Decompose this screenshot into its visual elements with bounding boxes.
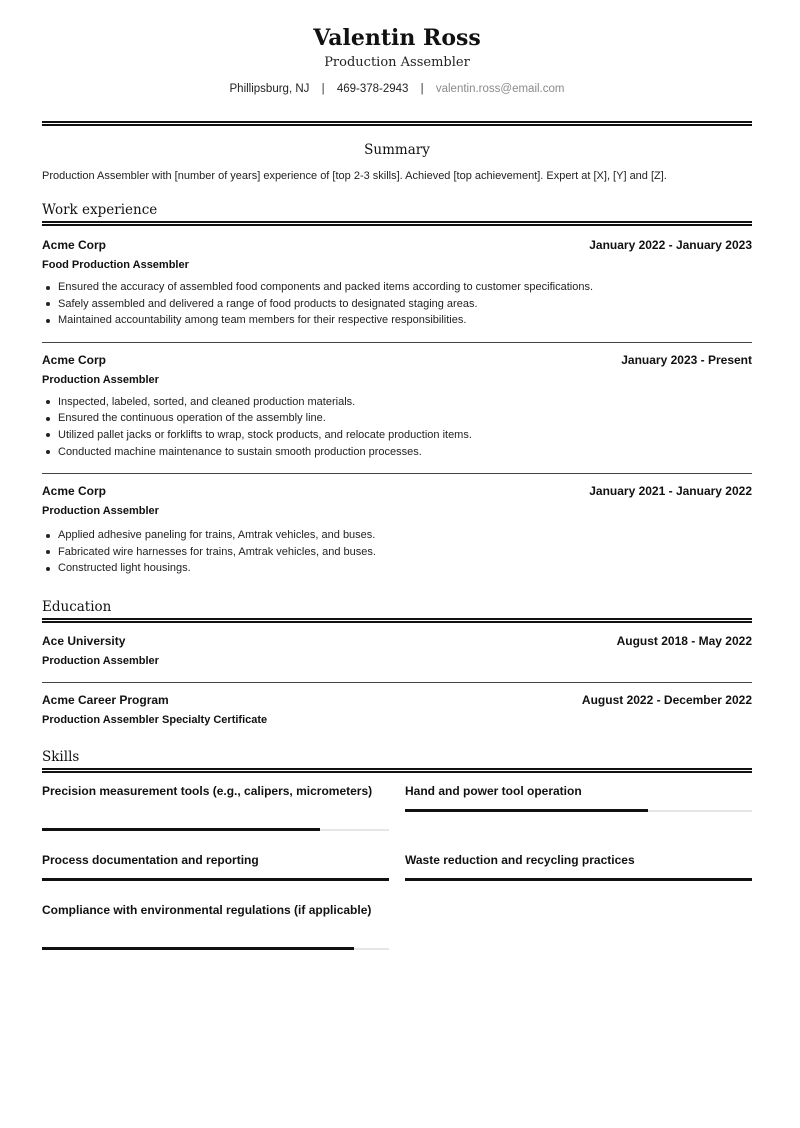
skill-level-bar: [42, 829, 389, 831]
skill-item: [42, 901, 389, 920]
candidate-title: Production Assembler: [324, 55, 470, 70]
job-bullets: [42, 394, 752, 460]
skills-heading: Skills: [42, 748, 80, 765]
entry-divider: [42, 473, 752, 474]
section-divider: [42, 618, 752, 623]
skill-level-bar: [405, 810, 752, 812]
skill-item: [42, 782, 389, 801]
skill-level-bar: [42, 948, 389, 950]
resume-page: [42, 0, 752, 963]
candidate-name: Valentin Ross: [313, 25, 481, 51]
skill-name: Compliance with environmental regulations (if applicable): [42, 902, 372, 917]
entry-divider: [42, 682, 752, 683]
skill-level-fill: [42, 878, 389, 881]
work-heading: Work experience: [42, 202, 158, 218]
skill-item: [405, 782, 752, 801]
list-item: Maintained accountability among team members for their respective responsibilities.: [42, 312, 752, 329]
education-header: [42, 633, 752, 649]
education-entry: [42, 692, 752, 728]
education-dates: August 2022 - December 2022: [581, 692, 752, 707]
resume-header: [42, 0, 752, 97]
skills-section: [42, 748, 752, 963]
work-section: [42, 201, 752, 577]
education-section: [42, 598, 752, 728]
list-item: Fabricated wire harnesses for trains, Amtrak vehicles, and buses.: [42, 544, 752, 561]
skills-grid: [42, 773, 752, 963]
education-degree: Production Assembler: [42, 654, 159, 667]
section-divider: [42, 221, 752, 226]
summary-text: Production Assembler with [number of years] experience of [top 2-3 skills]. Achieved [top achievement]. Expert at [X], [Y] and [Z].: [42, 170, 667, 182]
skill-level-fill: [405, 809, 648, 812]
contact-separator: |: [420, 83, 424, 95]
entry-divider: [42, 342, 752, 343]
skill-name: Hand and power tool operation: [405, 783, 582, 798]
education-school: Acme Career Program: [42, 692, 169, 707]
contact-separator: |: [321, 83, 325, 95]
list-item: Inspected, labeled, sorted, and cleaned production materials.: [42, 394, 752, 411]
job-bullets: [42, 527, 752, 577]
skill-level-fill: [405, 878, 752, 881]
skill-level-fill: [42, 947, 354, 950]
job-header: [42, 237, 752, 253]
job-dates: January 2021 - January 2022: [589, 484, 752, 499]
education-heading: Education: [42, 598, 112, 615]
skill-name: Waste reduction and recycling practices: [405, 852, 635, 867]
education-degree: Production Assembler Specialty Certificate: [42, 713, 268, 726]
list-item: Ensured the accuracy of assembled food components and packed items according to customer specifications.: [42, 279, 752, 296]
contact-line: [42, 81, 752, 97]
list-item: Utilized pallet jacks or forklifts to wrap, stock products, and relocate production items.: [42, 427, 752, 444]
job-entry: [42, 352, 752, 460]
job-entry: [42, 237, 752, 329]
skill-level-bar: [42, 879, 389, 881]
list-item: Constructed light housings.: [42, 560, 752, 577]
education-dates: August 2018 - May 2022: [616, 633, 752, 648]
job-company: Acme Corp: [42, 484, 107, 499]
education-header: [42, 692, 752, 708]
contact-phone: 469-378-2943: [336, 83, 409, 95]
skill-level-bar: [405, 879, 752, 881]
skill-level-fill: [42, 828, 320, 831]
education-entry: [42, 633, 752, 669]
skill-name: Precision measurement tools (e.g., calipers, micrometers): [42, 783, 373, 798]
job-dates: January 2023 - Present: [621, 352, 752, 367]
list-item: Applied adhesive paneling for trains, Amtrak vehicles, and buses.: [42, 527, 752, 544]
list-item: Safely assembled and delivered a range of food products to designated staging areas.: [42, 296, 752, 313]
job-header: [42, 352, 752, 368]
list-item: Conducted machine maintenance to sustain smooth production processes.: [42, 444, 752, 461]
job-role: Food Production Assembler: [42, 259, 189, 271]
job-header: [42, 483, 752, 499]
summary-heading: Summary: [364, 142, 430, 158]
job-bullets: [42, 279, 752, 329]
skill-name: Process documentation and reporting: [42, 852, 259, 867]
skill-item: [42, 851, 389, 870]
education-school: Ace University: [42, 633, 126, 648]
contact-location: Phillipsburg, NJ: [229, 83, 310, 95]
job-entry: [42, 483, 752, 577]
skill-item: [405, 851, 752, 870]
job-company: Acme Corp: [42, 352, 107, 367]
job-company: Acme Corp: [42, 238, 107, 252]
job-dates: January 2022 - January 2023: [589, 238, 752, 252]
job-role: Production Assembler: [42, 505, 159, 518]
contact-email[interactable]: valentin.ross@email.com: [435, 83, 565, 95]
job-role: Production Assembler: [42, 373, 159, 386]
list-item: Ensured the continuous operation of the assembly line.: [42, 410, 752, 427]
header-divider: [42, 121, 752, 126]
